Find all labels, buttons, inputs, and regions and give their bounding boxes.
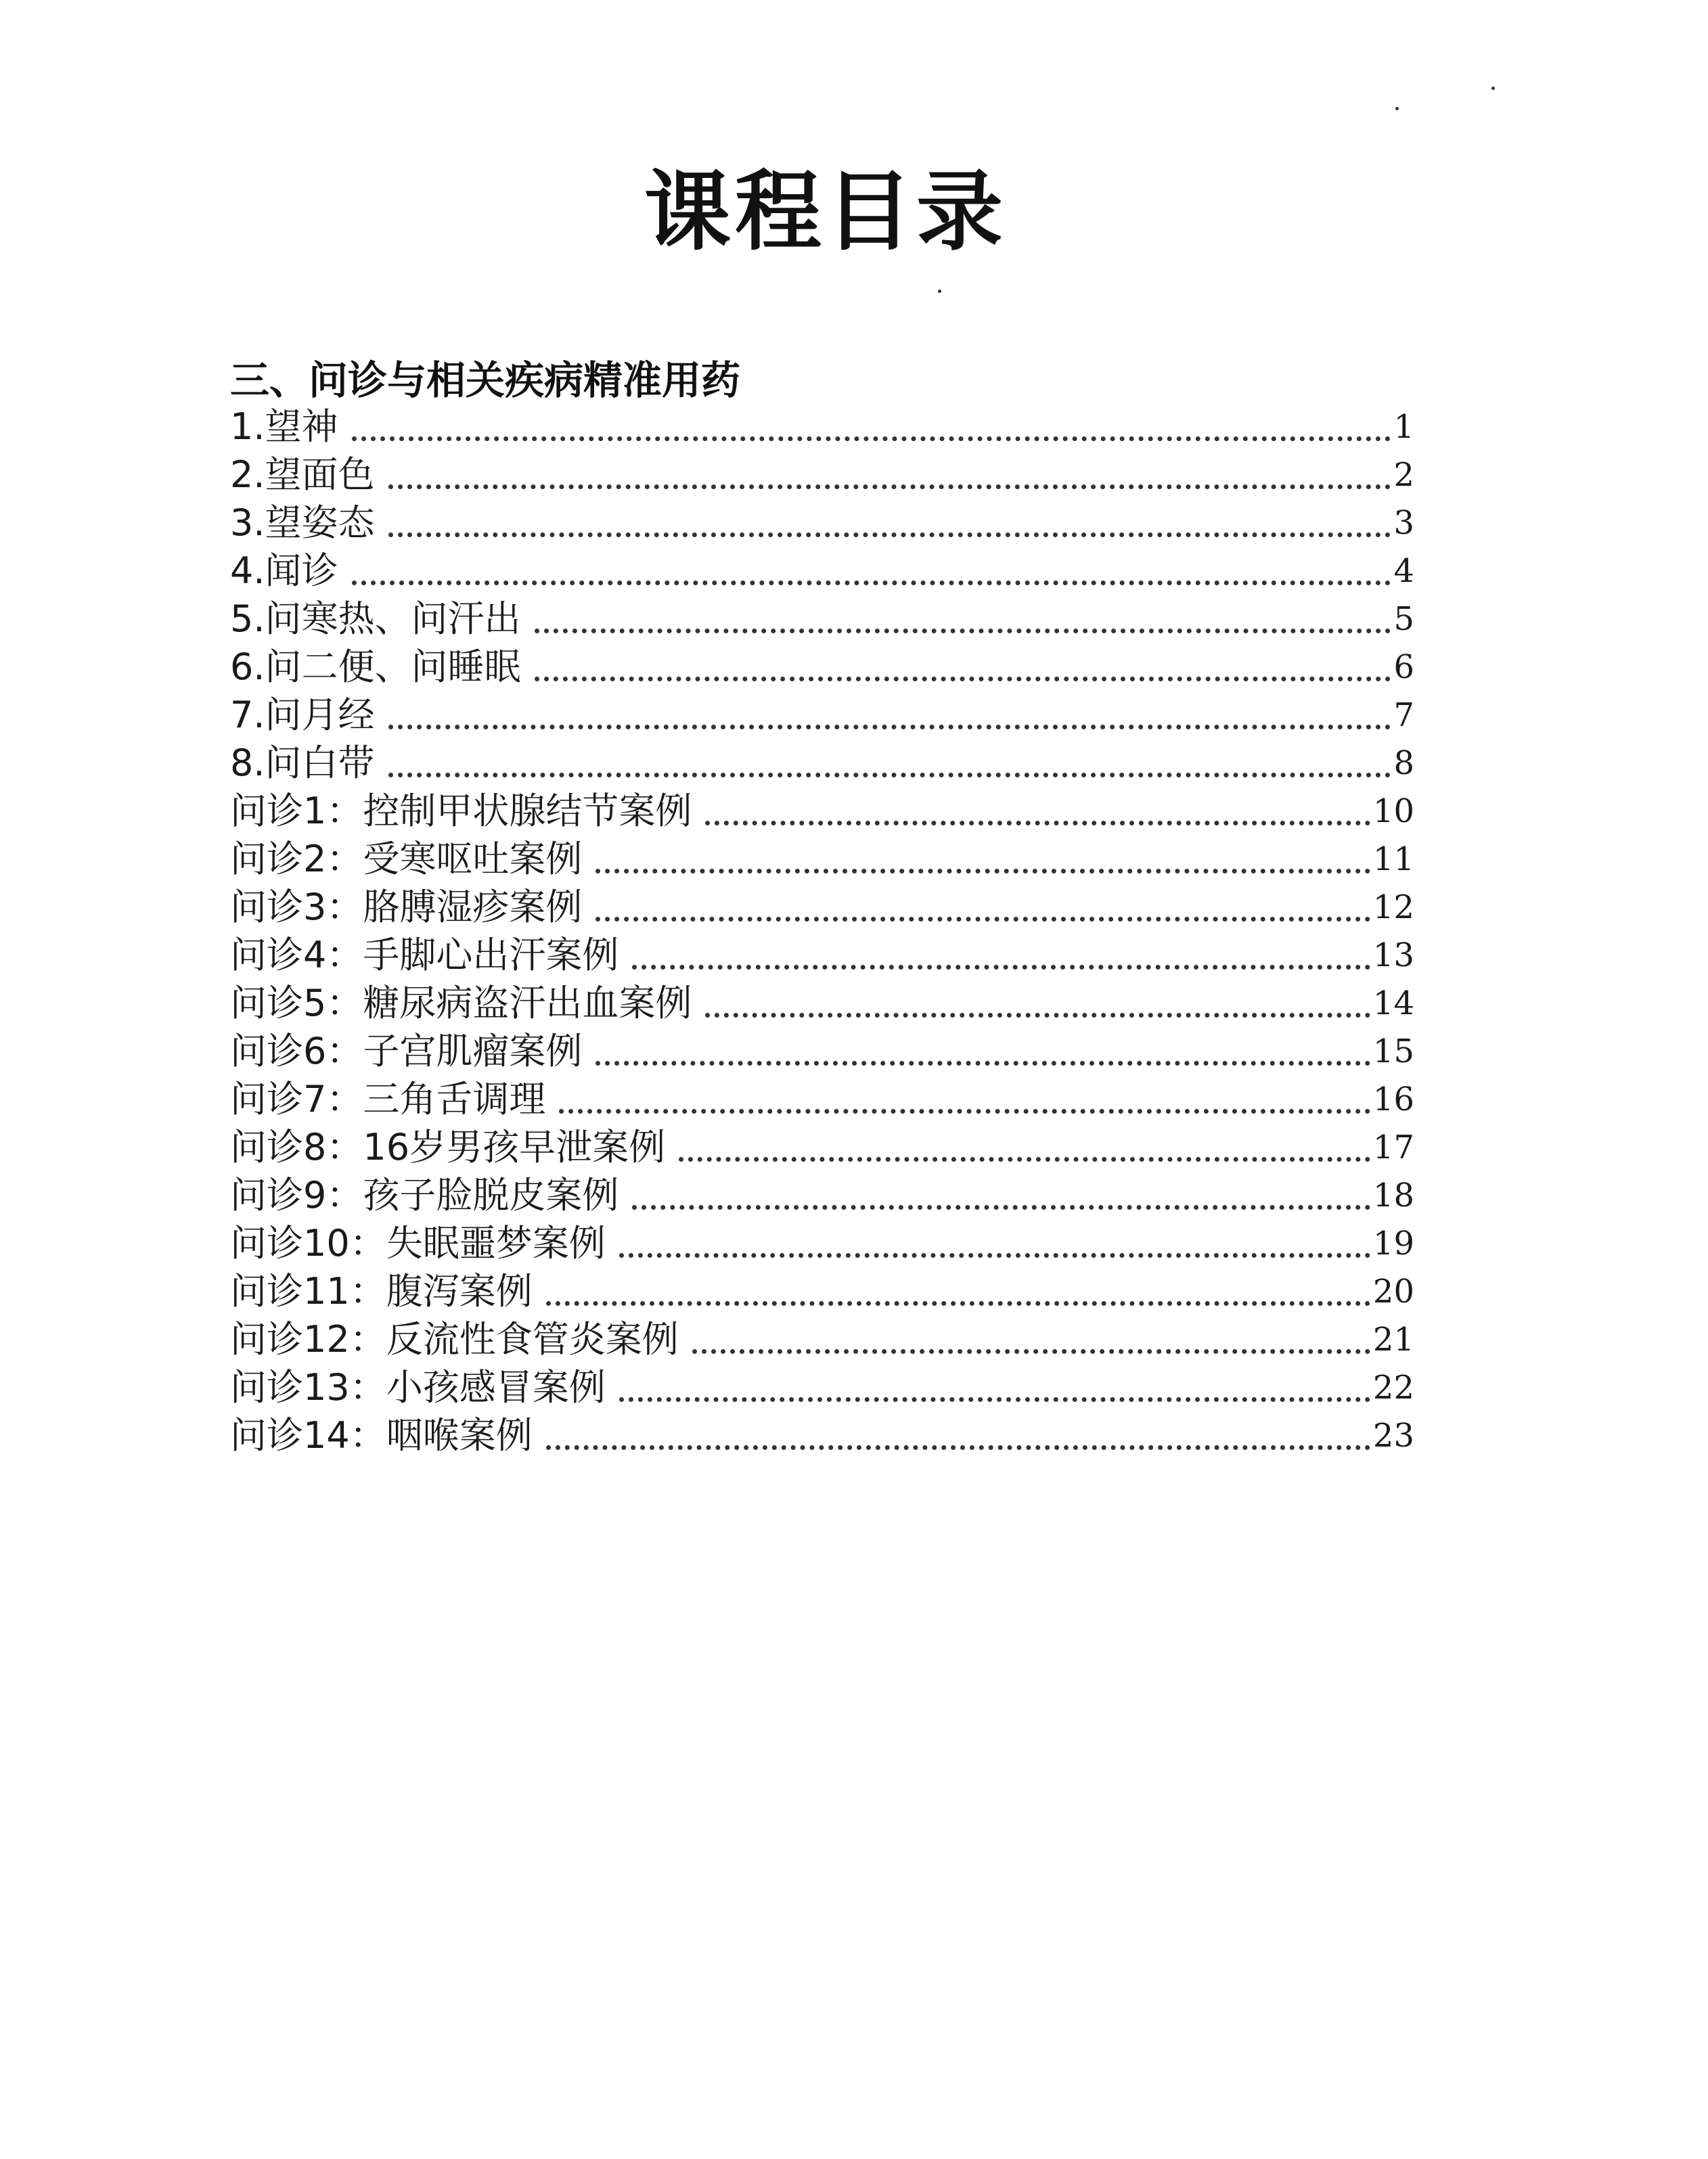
toc-entry[interactable] <box>230 1314 1414 1362</box>
dot-leader <box>559 1109 1370 1114</box>
dot-leader <box>546 1445 1370 1450</box>
toc-entry[interactable] <box>230 497 1414 545</box>
toc-entry[interactable] <box>230 593 1414 641</box>
toc-entry-label: 问诊6：子宫肌瘤案例 <box>230 1030 583 1072</box>
toc-entry-label: 问诊9：孩子脸脱皮案例 <box>230 1174 619 1217</box>
toc-entry-label: 4.闻诊 <box>230 549 338 592</box>
toc-entry-label: 问诊2：受寒呕吐案例 <box>230 838 583 880</box>
toc-entry-page: 15 <box>1372 1032 1414 1070</box>
toc-entry[interactable] <box>230 1410 1414 1458</box>
toc-entry[interactable] <box>230 1266 1414 1314</box>
toc-entry-page: 19 <box>1372 1225 1414 1263</box>
toc-entry-page: 10 <box>1372 792 1414 830</box>
dot-leader <box>352 581 1391 585</box>
toc-entry-page: 8 <box>1393 744 1414 782</box>
section-heading: 三、问诊与相关疾病精准用药 <box>230 357 741 403</box>
toc-entry[interactable] <box>230 882 1414 930</box>
toc-entry-label: 问诊12：反流性食管炎案例 <box>230 1318 679 1361</box>
dot-leader <box>535 677 1391 681</box>
dot-leader <box>595 869 1370 873</box>
toc-entry[interactable] <box>230 1122 1414 1170</box>
toc-entry[interactable] <box>230 1362 1414 1410</box>
toc-entry[interactable] <box>230 834 1414 882</box>
toc-entry[interactable] <box>230 930 1414 978</box>
toc-entry-page: 1 <box>1393 408 1414 446</box>
toc-entry-page: 4 <box>1393 552 1414 590</box>
toc-entry[interactable] <box>230 1026 1414 1074</box>
toc-entry-label: 问诊7：三角舌调理 <box>230 1078 546 1120</box>
toc-entry-label: 问诊3：胳膊湿疹案例 <box>230 886 583 928</box>
toc-entry[interactable] <box>230 449 1414 497</box>
toc-entry-page: 6 <box>1393 648 1414 686</box>
dot-leader <box>388 484 1391 489</box>
toc-entry-label: 问诊14：咽喉案例 <box>230 1414 533 1457</box>
dot-leader <box>388 773 1391 777</box>
toc-entry-label: 6.问二便、问睡眠 <box>230 645 521 688</box>
toc-entry-page: 20 <box>1372 1273 1414 1311</box>
dot-leader <box>679 1157 1370 1162</box>
toc-entry[interactable] <box>230 545 1414 593</box>
toc-entry[interactable] <box>230 737 1414 786</box>
toc-entry-label: 问诊8：16岁男孩早泄案例 <box>230 1126 666 1168</box>
toc-entry-label: 问诊4：手脚心出汗案例 <box>230 934 619 976</box>
toc-entry-label: 问诊1：控制甲状腺结节案例 <box>230 790 692 832</box>
toc-entry-page: 7 <box>1393 696 1414 734</box>
dot-leader <box>619 1253 1370 1258</box>
dot-leader <box>705 1013 1370 1018</box>
toc-entry-page: 11 <box>1372 840 1414 878</box>
scan-speck <box>1395 107 1399 110</box>
dot-leader <box>619 1397 1370 1402</box>
toc-entry-label: 1.望神 <box>230 405 338 448</box>
toc-entry-page: 22 <box>1372 1369 1414 1407</box>
scan-speck <box>1491 87 1495 90</box>
toc-entry[interactable] <box>230 1218 1414 1266</box>
toc-entry[interactable] <box>230 1170 1414 1218</box>
dot-leader <box>632 1205 1370 1210</box>
toc-entry-page: 16 <box>1372 1081 1414 1118</box>
scan-speck <box>938 290 941 293</box>
dot-leader <box>595 1061 1370 1066</box>
toc-entry-label: 2.望面色 <box>230 453 375 496</box>
page-title: 课程目录 <box>644 162 1007 263</box>
dot-leader <box>388 725 1391 729</box>
toc-entry-label: 问诊5：糖尿病盗汗出血案例 <box>230 982 692 1024</box>
toc-entry-page: 21 <box>1372 1321 1414 1359</box>
toc-entry-page: 14 <box>1372 984 1414 1022</box>
dot-leader <box>352 436 1391 441</box>
toc-entry-page: 18 <box>1372 1177 1414 1214</box>
dot-leader <box>692 1349 1370 1354</box>
toc-entry-page: 13 <box>1372 936 1414 974</box>
toc-entry[interactable] <box>230 401 1414 449</box>
toc-entry-page: 12 <box>1372 888 1414 926</box>
toc-entry-page: 5 <box>1393 600 1414 638</box>
toc-entry-label: 问诊11：腹泻案例 <box>230 1270 533 1313</box>
toc-entry-page: 23 <box>1372 1417 1414 1455</box>
toc-entry-label: 问诊10：失眠噩梦案例 <box>230 1222 606 1265</box>
toc-entry-page: 17 <box>1372 1129 1414 1166</box>
toc-entry[interactable] <box>230 689 1414 737</box>
dot-leader <box>388 532 1391 537</box>
toc-entry[interactable] <box>230 978 1414 1026</box>
dot-leader <box>595 917 1370 922</box>
toc-entry-label: 8.问白带 <box>230 742 375 784</box>
dot-leader <box>535 629 1391 633</box>
table-of-contents <box>230 401 1414 1458</box>
dot-leader <box>705 821 1370 825</box>
toc-entry-label: 3.望姿态 <box>230 501 375 544</box>
toc-entry-page: 3 <box>1393 504 1414 542</box>
toc-entry[interactable] <box>230 786 1414 834</box>
toc-entry-label: 5.问寒热、问汗出 <box>230 597 521 640</box>
toc-entry-label: 7.问月经 <box>230 694 375 736</box>
toc-entry[interactable] <box>230 641 1414 689</box>
toc-entry-page: 2 <box>1393 456 1414 494</box>
toc-entry-label: 问诊13：小孩感冒案例 <box>230 1366 606 1409</box>
toc-entry[interactable] <box>230 1074 1414 1122</box>
dot-leader <box>546 1301 1370 1306</box>
dot-leader <box>632 965 1370 970</box>
